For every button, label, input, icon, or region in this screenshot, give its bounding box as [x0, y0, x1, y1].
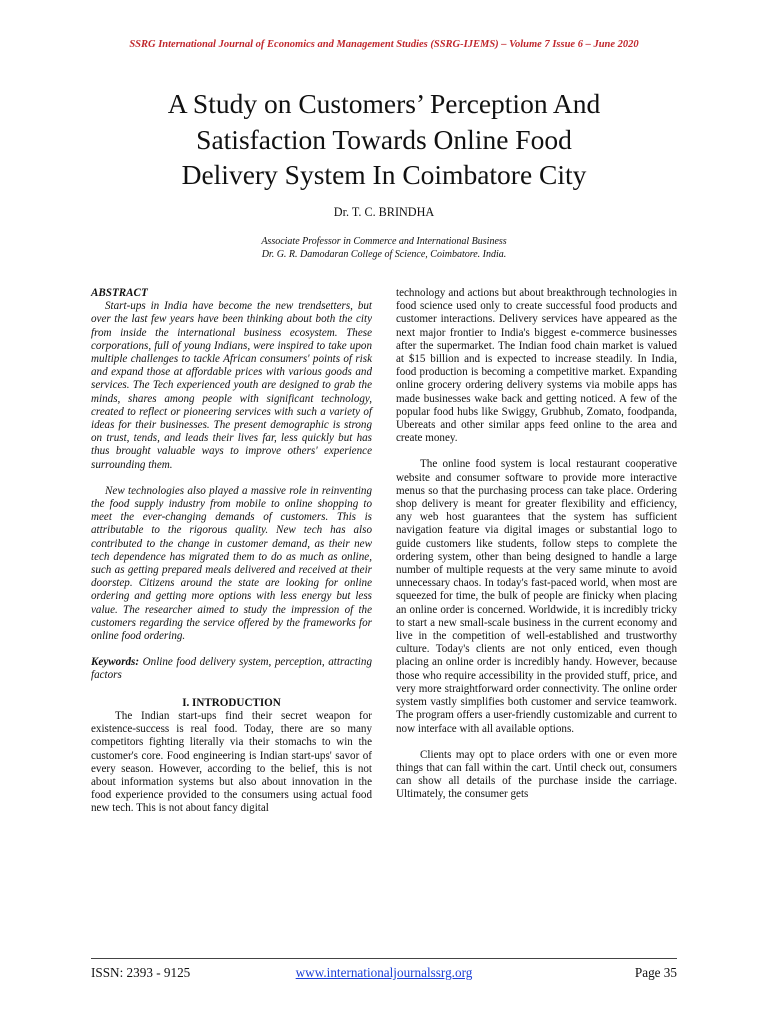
abstract-paragraph: New technologies also played a massive role in reinventing the food supply industry from mobile to online shopping to meet the ever-changing demands of customers. This is attributable to the rigorous quality. New tech has also contributed to the change in customer demand, as their new tech dependence has migrated them to do as much as online, such as getting prepared meals delivered and received at their doorstep. Citizens around the state are looking for online ordering and getting more options with less energy but less value. The researcher aimed to study the impression of the customers regarding the service offered by the frameworks for online food ordering. — [91, 484, 372, 643]
left-column — [91, 287, 372, 816]
paper-title — [90, 86, 678, 193]
body-paragraph: Clients may opt to place orders with one or even more things that can fall within the cart. Until check out, consumers can show all details of the purchase inside the carriage. Ultimately, the consumer gets — [396, 748, 677, 801]
body-paragraph: technology and actions but about breakthrough technologies in food science used only to create successful food products and customer interactions. Delivery services have appeared as the next major frontier to India's biggest e-commerce businesses after the supermarket. The Indian food chain market is valued at $15 billion and is expected to increase steadily. In India, food production is becoming a competitive market. Expanding online grocery ordering delivery systems via mobile apps has made businesses wake back and getting noticed. A few of the popular food hubs like Swiggy, Grubhub, Zomato, foodpanda, Ubereats and other similar apps feed online to the area and create money. — [396, 287, 677, 445]
keywords — [91, 656, 372, 682]
keywords-text: Online food delivery system, perception, attracting factors — [91, 656, 372, 682]
footer-issn: ISSN: 2393 - 9125 — [91, 965, 191, 980]
affiliation-line: Dr. G. R. Damodaran College of Science, Coimbatore. India. — [261, 249, 507, 260]
body-paragraph: The Indian start-ups find their secret weapon for existence-success is real food. Today, there are so many competitors fighting literally via their stomachs to win the customer's core. Food engineering is Indian start-ups' savor of every season. However, according to the belief, this is not about information systems but also about innovation in the food experience provided to the consumers using actual food new tech. This is not about fancy digital — [91, 709, 372, 815]
author-name: Dr. T. C. BRINDHA — [333, 205, 435, 219]
keywords-label: Keywords: — [91, 656, 140, 669]
title-line: Satisfaction Towards Online Food — [196, 123, 572, 155]
section-heading: I. INTRODUCTION — [182, 696, 281, 709]
title-line: Delivery System In Coimbatore City — [181, 159, 587, 190]
abstract-paragraph: Start-ups in India have become the new trendsetters, but over the last few years have been thinking about both the city from inside the international business ecosystem. These corporations, full of young Indians, were inspired to take upon multiple challenges to tackle African consumers' points of risk and expand those at affordable prices with various goods and services. The Tech experienced youth are designed to grab the minds, shares among people with significant technology, created to reflect or pioneering services with such a variety of ideas for their businesses. The present demographic is strong on trust, tends, and leads their lives far, less quickly but has thus brought valuable ways to improve others' experience surrounding them. — [91, 300, 372, 471]
footer-url-link[interactable]: www.internationaljournalssrg.org — [295, 965, 473, 980]
running-header: SSRG International Journal of Economics and Management Studies (SSRG-IJEMS) – Volume 7 Issue 6 – June 2020 — [129, 39, 639, 50]
footer-page-number: Page 35 — [634, 965, 677, 980]
footer-divider — [91, 958, 677, 959]
abstract-heading: ABSTRACT — [91, 287, 148, 299]
affiliation-line: Associate Professor in Commerce and International Business — [261, 236, 507, 247]
title-line: A Study on Customers’ Perception And — [167, 88, 601, 119]
right-column — [396, 287, 677, 802]
body-paragraph: The online food system is local restaurant cooperative website and consumer software to provide more interactive menus so that the purchasing process can take place. Ordering shop delivery is meant for greater flexibility and efficiency, any web host guarantees that the system has sufficient navigation feature via digital images or substantial logo to guide customers like students, follow steps to complete the ordering system, other than being designed to handle a large number of multiple requests at the very same minute to avoid unnecessary chaos. In today's fast-paced world, when most are squeezed for time, the bulk of people are finicky when placing an online order is concerned. Worldwide, it is incredibly tricky to start a new small-scale business in the current economy and live in the competition of well-established and trustworthy culture. Today's clients are not only enticed, even though placing an online order is incredibly handy. However, because those who require accessibility in the provided stuff, price, and very more straightforward order connectivity. The online order system vastly simplifies both customer and service teamwork. The program offers a user-friendly customizable and current to now interface with all available options. — [396, 458, 677, 735]
